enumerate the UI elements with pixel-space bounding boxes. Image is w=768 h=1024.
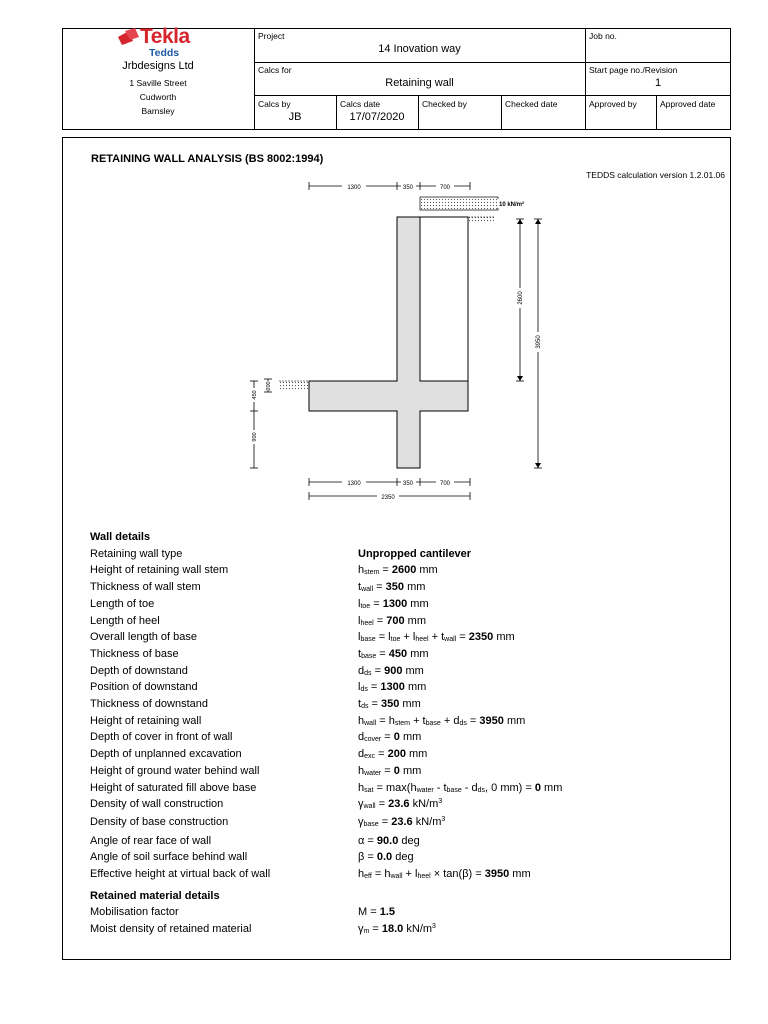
calc-row-description: Angle of rear face of wall — [90, 834, 212, 847]
calc-row — [90, 598, 710, 614]
calc-row-description: Position of downstand — [90, 681, 198, 694]
calc-row — [90, 615, 710, 631]
calc-row — [90, 665, 710, 681]
calc-row — [90, 681, 710, 697]
section-title: Wall details — [90, 531, 151, 543]
address-line: 1 Saville Street — [129, 78, 187, 88]
left-dimensions — [250, 379, 272, 468]
company-name: Jrbdesigns Ltd — [122, 60, 194, 72]
top-dimension — [309, 182, 470, 191]
calc-row-description: Mobilisation factor — [90, 906, 179, 919]
calcs-by-label: Calcs by — [258, 99, 291, 109]
calc-row-description: Moist density of retained material — [90, 923, 252, 936]
logo-text: Tekla — [140, 25, 190, 48]
calc-row-expression: $h_{sat} = \max(h_{water} - t_{base} - d_{ds}$, 0 mm) = 0 mm — [358, 781, 563, 794]
calc-row-expression: $l_{ds} = 1300$ mm — [358, 681, 427, 694]
calc-row-expression: $l_{base} = l_{toe} + l_{heel} + t_{wall} = 2350$ mm — [358, 631, 515, 644]
calcs-date-label: Calcs date — [340, 99, 381, 109]
calc-row-expression: $\gamma_m = 18.0$ $kN/m^3$ — [358, 923, 436, 936]
calcs-date-value: 17/07/2020 — [349, 111, 405, 123]
right-dimensions — [516, 219, 542, 468]
calc-row — [90, 698, 710, 714]
dim-stem-bottom: 350 — [402, 481, 414, 487]
calc-row — [90, 906, 710, 922]
dim-stem-top: 350 — [402, 185, 414, 191]
calc-row-description: Thickness of downstand — [90, 698, 209, 710]
calc-row-description: Height of retaining wall — [90, 714, 202, 727]
start-page-value: 1 — [654, 77, 662, 89]
calc-row-description: Height of saturated fill above base — [90, 781, 257, 794]
calc-row-description: Density of wall construction — [90, 798, 224, 811]
calc-row — [90, 564, 710, 580]
calc-row-expression: $h_{water} = 0$ mm — [358, 764, 422, 777]
calc-row-expression: $\gamma_{wall} = 23.6$ $kN/m^3$ — [358, 798, 443, 811]
calc-row-description: Height of ground water behind wall — [90, 764, 260, 777]
dim-total-length: 2350 — [381, 495, 395, 501]
wall-section — [309, 217, 468, 468]
dim-heel-bottom: 700 — [439, 481, 451, 487]
calc-row-expression: β = 0.0 deg — [358, 851, 414, 864]
calc-row-description: Effective height at virtual back of wall — [90, 868, 271, 880]
dim-cover: 200 — [266, 381, 272, 391]
approved-date-label: Approved date — [660, 99, 716, 109]
calc-row — [90, 548, 710, 564]
calc-row-expression: $l_{toe} = 1300$ mm — [358, 597, 429, 610]
calc-row — [90, 868, 710, 884]
retained-soil — [468, 215, 494, 223]
calc-row-description: Overall length of base — [90, 631, 198, 644]
calc-row-description: Angle of soil surface behind wall — [90, 851, 248, 864]
calcs-for-label: Calcs for — [258, 65, 292, 75]
front-soil — [279, 381, 308, 390]
dim-stem-height: 2600 — [518, 291, 524, 305]
calcs-for-value: Retaining wall — [385, 77, 454, 89]
calc-row — [90, 715, 710, 731]
logo-subtext: Tedds — [149, 47, 180, 59]
dim-downstand: 900 — [252, 432, 258, 442]
project-label: Project — [258, 31, 285, 41]
address-line: Cudworth — [139, 92, 177, 102]
bottom-dimensions — [309, 478, 470, 501]
project-value: 14 Inovation way — [378, 43, 461, 55]
calc-row-description: Thickness of base — [90, 647, 179, 660]
calc-row — [90, 581, 710, 597]
checked-by-label: Checked by — [422, 99, 467, 109]
address-line: Barnsley — [141, 106, 175, 116]
calc-row — [90, 648, 710, 664]
calc-row-expression: M = 1.5 — [358, 906, 395, 919]
dim-base-thickness: 450 — [252, 390, 258, 400]
section-title: Retained material details — [90, 889, 220, 902]
calc-row-description: Depth of downstand — [90, 664, 188, 677]
calc-row-expression: $t_{wall} = 350$ mm — [358, 581, 426, 594]
calcs-by-value: JB — [288, 111, 302, 123]
dim-toe-top: 1300 — [347, 185, 361, 191]
calc-row — [90, 851, 710, 867]
calc-row-expression: $d_{ds} = 900$ mm — [358, 664, 424, 677]
checked-date-label: Checked date — [505, 99, 558, 109]
calc-row-expression: $h_{eff} = h_{wall} + l_{heel} \times \tan(\beta) = 3950$ mm — [358, 868, 531, 880]
calc-row-expression: Unpropped cantilever — [358, 547, 472, 560]
surcharge-load — [420, 197, 529, 210]
calc-row-expression: $d_{cover} = 0$ mm — [358, 731, 422, 744]
calc-row-description: Length of toe — [90, 597, 155, 610]
calc-row-description: Density of base construction — [90, 816, 229, 829]
version-text: TEDDS calculation version 1.2.01.06 — [586, 170, 725, 180]
dim-wall-height: 3950 — [536, 335, 542, 349]
calc-row-description: Depth of cover in front of wall — [90, 731, 233, 744]
dim-toe-bottom: 1300 — [347, 481, 361, 487]
dim-heel-top: 700 — [439, 185, 451, 191]
page-title: RETAINING WALL ANALYSIS (BS 8002:1994) — [91, 153, 324, 165]
calc-row — [90, 748, 710, 764]
approved-by-label: Approved by — [589, 99, 637, 109]
calc-row-description: Thickness of wall stem — [90, 581, 201, 594]
calc-row — [90, 798, 710, 814]
calc-row-description: Depth of unplanned excavation — [90, 748, 242, 761]
surcharge-label: 10 kN/m² — [499, 202, 525, 208]
calc-row-description: Retaining wall type — [90, 547, 183, 560]
calc-row-expression: α = 90.0 deg — [358, 834, 420, 847]
calc-row — [90, 631, 710, 647]
calc-row-expression: $d_{exc} = 200$ mm — [358, 748, 428, 761]
calc-row-expression: $t_{ds} = 350$ mm — [358, 698, 421, 710]
calc-row-expression: $t_{base} = 450$ mm — [358, 647, 429, 660]
calc-row-description: Height of retaining wall stem — [90, 564, 229, 577]
calc-row-expression: $\gamma_{base} = 23.6$ $kN/m^3$ — [358, 816, 446, 829]
calc-row — [90, 731, 710, 747]
calc-row-expression: $h_{wall} = h_{stem} + t_{base} + d_{ds} = 3950$ mm — [358, 714, 526, 727]
calc-row — [90, 782, 710, 798]
calc-row — [90, 923, 710, 939]
calc-row-expression: $l_{heel} = 700$ mm — [358, 614, 426, 627]
calc-row-expression: $h_{stem} = 2600$ mm — [358, 564, 438, 577]
job-no-label: Job no. — [589, 31, 617, 41]
calc-row — [90, 765, 710, 781]
calc-row — [90, 835, 710, 851]
calc-row-description: Length of heel — [90, 614, 160, 627]
calc-row — [90, 816, 710, 832]
start-page-label: Start page no./Revision — [589, 65, 678, 75]
